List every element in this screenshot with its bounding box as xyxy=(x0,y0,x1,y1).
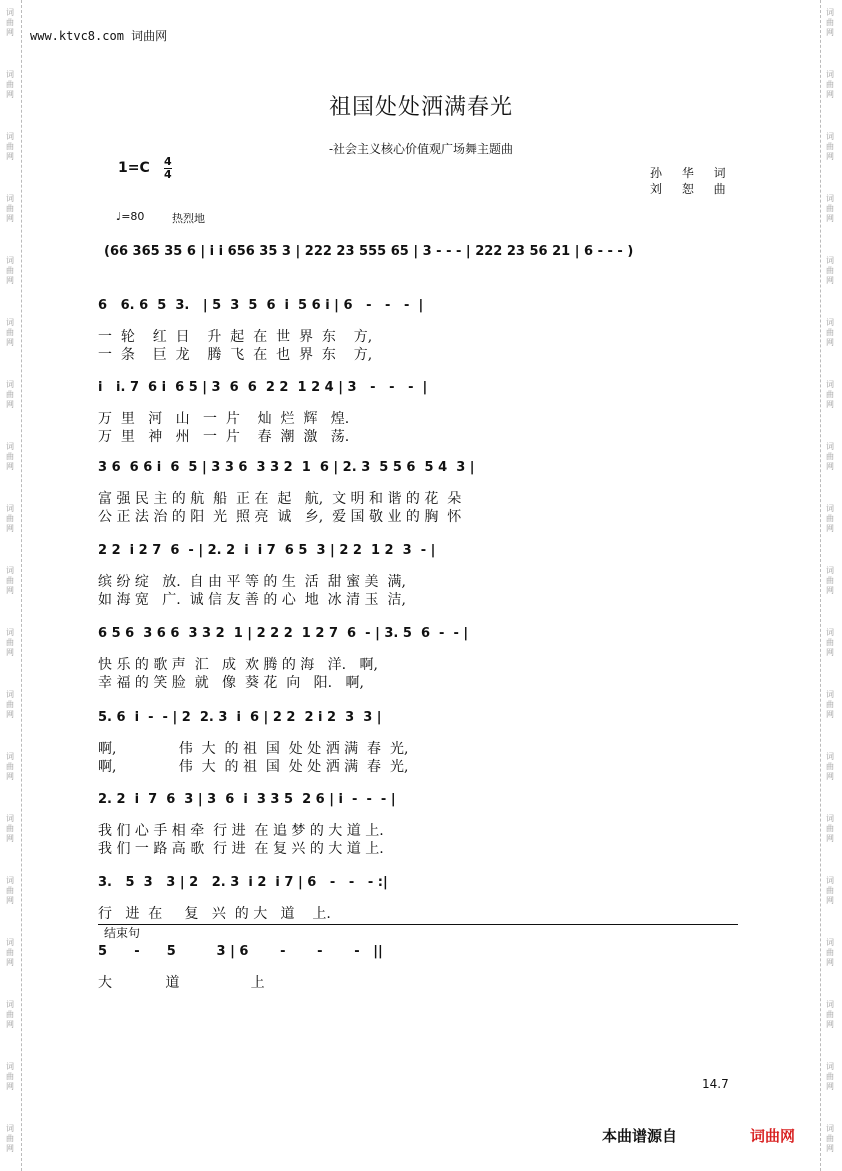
time-signature-top: 4 xyxy=(164,155,172,168)
lyric-line: 一 轮 红 日 升 起 在 世 界 东 方, xyxy=(98,329,373,345)
right-dashed-line xyxy=(820,0,821,1171)
watermark-glyph: 词 xyxy=(826,566,834,575)
watermark-glyph: 曲 xyxy=(6,514,14,523)
watermark-glyph: 曲 xyxy=(6,762,14,771)
watermark-glyph: 网 xyxy=(826,90,834,99)
watermark-glyph: 网 xyxy=(6,958,14,967)
lyric-line: 如 海 宽 广. 诚 信 友 善 的 心 地 冰 清 玉 洁, xyxy=(98,592,406,608)
watermark-glyph: 曲 xyxy=(6,824,14,833)
watermark-glyph: 网 xyxy=(826,214,834,223)
watermark-glyph: 网 xyxy=(6,1082,14,1091)
notation-line: 6 5 6 3 6 6 3 3 2 1 | 2 2 2 1 2 7 6 - | 3. 5 6 - - | xyxy=(98,626,469,641)
watermark-glyph: 曲 xyxy=(826,886,834,895)
watermark-glyph: 曲 xyxy=(826,1010,834,1019)
watermark-glyph: 网 xyxy=(6,1020,14,1029)
watermark-glyph: 词 xyxy=(826,938,834,947)
watermark-glyph: 网 xyxy=(826,462,834,471)
watermark-glyph: 曲 xyxy=(826,576,834,585)
left-watermark-strip xyxy=(4,0,24,1171)
watermark-glyph: 网 xyxy=(826,28,834,37)
watermark-glyph: 网 xyxy=(826,896,834,905)
watermark-glyph: 曲 xyxy=(826,452,834,461)
notation-line: 5 - 5 3 | 6 - - - || xyxy=(98,944,383,959)
watermark-glyph: 网 xyxy=(6,400,14,409)
expression-marking: 热烈地 xyxy=(172,212,205,225)
lyric-line: 富 强 民 主 的 航 船 正 在 起 航, 文 明 和 谐 的 花 朵 xyxy=(98,491,462,507)
watermark-glyph: 曲 xyxy=(6,328,14,337)
left-dashed-line xyxy=(21,0,22,1171)
watermark-glyph: 曲 xyxy=(826,762,834,771)
tempo-marking: ♩=80 xyxy=(116,210,145,223)
watermark-glyph: 词 xyxy=(826,876,834,885)
watermark-glyph: 曲 xyxy=(826,514,834,523)
ending-bracket-line xyxy=(98,924,738,925)
watermark-glyph: 网 xyxy=(6,524,14,533)
watermark-glyph: 网 xyxy=(6,586,14,595)
watermark-glyph: 曲 xyxy=(826,204,834,213)
watermark-glyph: 曲 xyxy=(6,700,14,709)
composer-credit: 刘 恕 曲 xyxy=(650,182,734,196)
watermark-glyph: 词 xyxy=(6,1000,14,1009)
watermark-glyph: 词 xyxy=(6,132,14,141)
watermark-glyph: 网 xyxy=(826,710,834,719)
watermark-glyph: 曲 xyxy=(826,266,834,275)
lyric-line: 万 里 神 州 一 片 春 潮 激 荡. xyxy=(98,429,350,445)
watermark-glyph: 词 xyxy=(6,194,14,203)
watermark-glyph: 网 xyxy=(826,152,834,161)
watermark-glyph: 网 xyxy=(6,1144,14,1153)
watermark-glyph: 网 xyxy=(826,524,834,533)
page-number: 14.7 xyxy=(702,1077,729,1091)
watermark-glyph: 网 xyxy=(826,1020,834,1029)
watermark-glyph: 曲 xyxy=(826,328,834,337)
song-title: 祖国处处洒满春光 xyxy=(328,95,513,120)
watermark-glyph: 网 xyxy=(6,648,14,657)
lyric-line: 我 们 心 手 相 牵 行 进 在 追 梦 的 大 道 上. xyxy=(98,823,384,839)
notation-line: 6 6. 6 5 3. | 5 3 5 6 i 5 6 i | 6 - - - | xyxy=(98,298,424,313)
watermark-glyph: 曲 xyxy=(826,700,834,709)
watermark-glyph: 词 xyxy=(826,132,834,141)
watermark-glyph: 曲 xyxy=(826,1134,834,1143)
watermark-glyph: 网 xyxy=(6,772,14,781)
watermark-glyph: 网 xyxy=(826,276,834,285)
watermark-glyph: 词 xyxy=(6,256,14,265)
watermark-glyph: 曲 xyxy=(6,1072,14,1081)
watermark-glyph: 网 xyxy=(826,834,834,843)
watermark-glyph: 词 xyxy=(826,256,834,265)
lyric-line: 啊, 伟 大 的 祖 国 处 处 洒 满 春 光, xyxy=(98,759,409,775)
notation-line: 2. 2 i 7 6 3 | 3 6 i 3 3 5 2 6 | i - - - | xyxy=(98,792,396,807)
watermark-glyph: 网 xyxy=(6,90,14,99)
watermark-glyph: 词 xyxy=(6,318,14,327)
time-signature-bottom: 4 xyxy=(164,168,172,181)
watermark-glyph: 曲 xyxy=(826,18,834,27)
watermark-glyph: 词 xyxy=(6,8,14,17)
lyric-line: 公 正 法 治 的 阳 光 照 亮 诚 乡, 爱 国 敬 业 的 胸 怀 xyxy=(98,509,462,525)
watermark-glyph: 词 xyxy=(6,504,14,513)
watermark-glyph: 词 xyxy=(826,442,834,451)
watermark-glyph: 词 xyxy=(826,70,834,79)
watermark-glyph: 词 xyxy=(6,1062,14,1071)
lyric-line: 啊, 伟 大 的 祖 国 处 处 洒 满 春 光, xyxy=(98,741,409,757)
watermark-glyph: 词 xyxy=(6,876,14,885)
watermark-glyph: 曲 xyxy=(6,1134,14,1143)
watermark-glyph: 网 xyxy=(826,1082,834,1091)
watermark-glyph: 词 xyxy=(826,194,834,203)
key-signature: 1=C xyxy=(118,160,150,176)
notation-line: i i. 7 6 i 6 5 | 3 6 6 2 2 1 2 4 | 3 - - - | xyxy=(98,380,428,395)
lyric-line: 快 乐 的 歌 声 汇 成 欢 腾 的 海 洋. 啊, xyxy=(98,657,378,673)
watermark-glyph: 词 xyxy=(826,380,834,389)
lyric-line: 万 里 河 山 一 片 灿 烂 辉 煌. xyxy=(98,411,350,427)
watermark-glyph: 曲 xyxy=(6,18,14,27)
watermark-glyph: 网 xyxy=(6,896,14,905)
watermark-glyph: 网 xyxy=(6,276,14,285)
watermark-glyph: 词 xyxy=(6,814,14,823)
watermark-glyph: 网 xyxy=(826,1144,834,1153)
watermark-glyph: 曲 xyxy=(6,80,14,89)
watermark-glyph: 网 xyxy=(6,710,14,719)
watermark-glyph: 词 xyxy=(826,1124,834,1133)
watermark-glyph: 网 xyxy=(826,772,834,781)
watermark-glyph: 词 xyxy=(6,1124,14,1133)
watermark-glyph: 网 xyxy=(6,214,14,223)
notation-line: 2 2 i 2 7 6 - | 2. 2 i i 7 6 5 3 | 2 2 1 2 3 - | xyxy=(98,543,436,558)
watermark-glyph: 词 xyxy=(826,1000,834,1009)
watermark-glyph: 曲 xyxy=(6,452,14,461)
watermark-glyph: 网 xyxy=(826,958,834,967)
watermark-glyph: 词 xyxy=(6,442,14,451)
watermark-glyph: 网 xyxy=(826,586,834,595)
watermark-glyph: 词 xyxy=(6,566,14,575)
intro-notes: (66 365 35 6 | i i 656 35 3 | 222 23 555 65 | 3 - - - | 222 23 56 21 | 6 - - - ) xyxy=(104,244,634,259)
watermark-glyph: 词 xyxy=(826,8,834,17)
lyric-line: 我 们 一 路 高 歌 行 进 在 复 兴 的 大 道 上. xyxy=(98,841,384,857)
watermark-glyph: 网 xyxy=(6,834,14,843)
watermark-glyph: 曲 xyxy=(6,142,14,151)
watermark-glyph: 词 xyxy=(826,318,834,327)
watermark-glyph: 曲 xyxy=(6,948,14,957)
source-brand: 词曲网 xyxy=(750,1127,796,1145)
watermark-glyph: 网 xyxy=(6,152,14,161)
watermark-glyph: 网 xyxy=(826,400,834,409)
watermark-glyph: 曲 xyxy=(826,824,834,833)
lyric-line: 幸 福 的 笑 脸 就 像 葵 花 向 阳. 啊, xyxy=(98,675,364,691)
song-subtitle: -社会主义核心价值观广场舞主题曲 xyxy=(328,142,514,156)
watermark-glyph: 网 xyxy=(6,28,14,37)
time-signature xyxy=(164,156,172,181)
watermark-glyph: 词 xyxy=(826,690,834,699)
ending-label: 结束句 xyxy=(104,926,141,940)
notation-line: 5. 6 i - - | 2 2. 3 i 6 | 2 2 2 i 2 3 3 | xyxy=(98,710,382,725)
watermark-glyph: 曲 xyxy=(6,390,14,399)
site-url: www.ktvc8.com 词曲网 xyxy=(30,29,168,43)
watermark-glyph: 曲 xyxy=(6,204,14,213)
watermark-glyph: 网 xyxy=(6,462,14,471)
watermark-glyph: 词 xyxy=(826,504,834,513)
watermark-glyph: 曲 xyxy=(6,1010,14,1019)
watermark-glyph: 词 xyxy=(826,1062,834,1071)
watermark-glyph: 曲 xyxy=(6,576,14,585)
watermark-glyph: 网 xyxy=(826,338,834,347)
watermark-glyph: 曲 xyxy=(826,638,834,647)
watermark-glyph: 网 xyxy=(6,338,14,347)
lyric-line: 行 进 在 复 兴 的 大 道 上. xyxy=(98,906,331,922)
watermark-glyph: 网 xyxy=(826,648,834,657)
watermark-glyph: 词 xyxy=(826,814,834,823)
watermark-glyph: 曲 xyxy=(6,886,14,895)
watermark-glyph: 词 xyxy=(6,938,14,947)
watermark-glyph: 词 xyxy=(826,752,834,761)
watermark-glyph: 词 xyxy=(6,690,14,699)
lyric-line: 缤 纷 绽 放. 自 由 平 等 的 生 活 甜 蜜 美 满, xyxy=(98,574,406,590)
watermark-glyph: 曲 xyxy=(6,266,14,275)
right-watermark-strip xyxy=(818,0,838,1171)
watermark-glyph: 曲 xyxy=(826,80,834,89)
watermark-glyph: 曲 xyxy=(826,390,834,399)
watermark-glyph: 曲 xyxy=(826,948,834,957)
watermark-glyph: 词 xyxy=(6,628,14,637)
watermark-glyph: 曲 xyxy=(6,638,14,647)
lyricist-credit: 孙 华 词 xyxy=(650,166,734,180)
watermark-glyph: 词 xyxy=(6,380,14,389)
lyric-line: 大 道 上 xyxy=(98,975,265,991)
watermark-glyph: 词 xyxy=(6,70,14,79)
notation-line: 3. 5 3 3 | 2 2. 3 i 2 i 7 | 6 - - - :| xyxy=(98,875,388,890)
watermark-glyph: 曲 xyxy=(826,1072,834,1081)
watermark-glyph: 词 xyxy=(6,752,14,761)
watermark-glyph: 曲 xyxy=(826,142,834,151)
watermark-glyph: 词 xyxy=(826,628,834,637)
lyric-line: 一 条 巨 龙 腾 飞 在 也 界 东 方, xyxy=(98,347,373,363)
notation-line: 3 6 6 6 i 6 5 | 3 3 6 3 3 2 1 6 | 2. 3 5 5 6 5 4 3 | xyxy=(98,460,475,475)
source-label: 本曲谱源自 xyxy=(602,1127,678,1145)
